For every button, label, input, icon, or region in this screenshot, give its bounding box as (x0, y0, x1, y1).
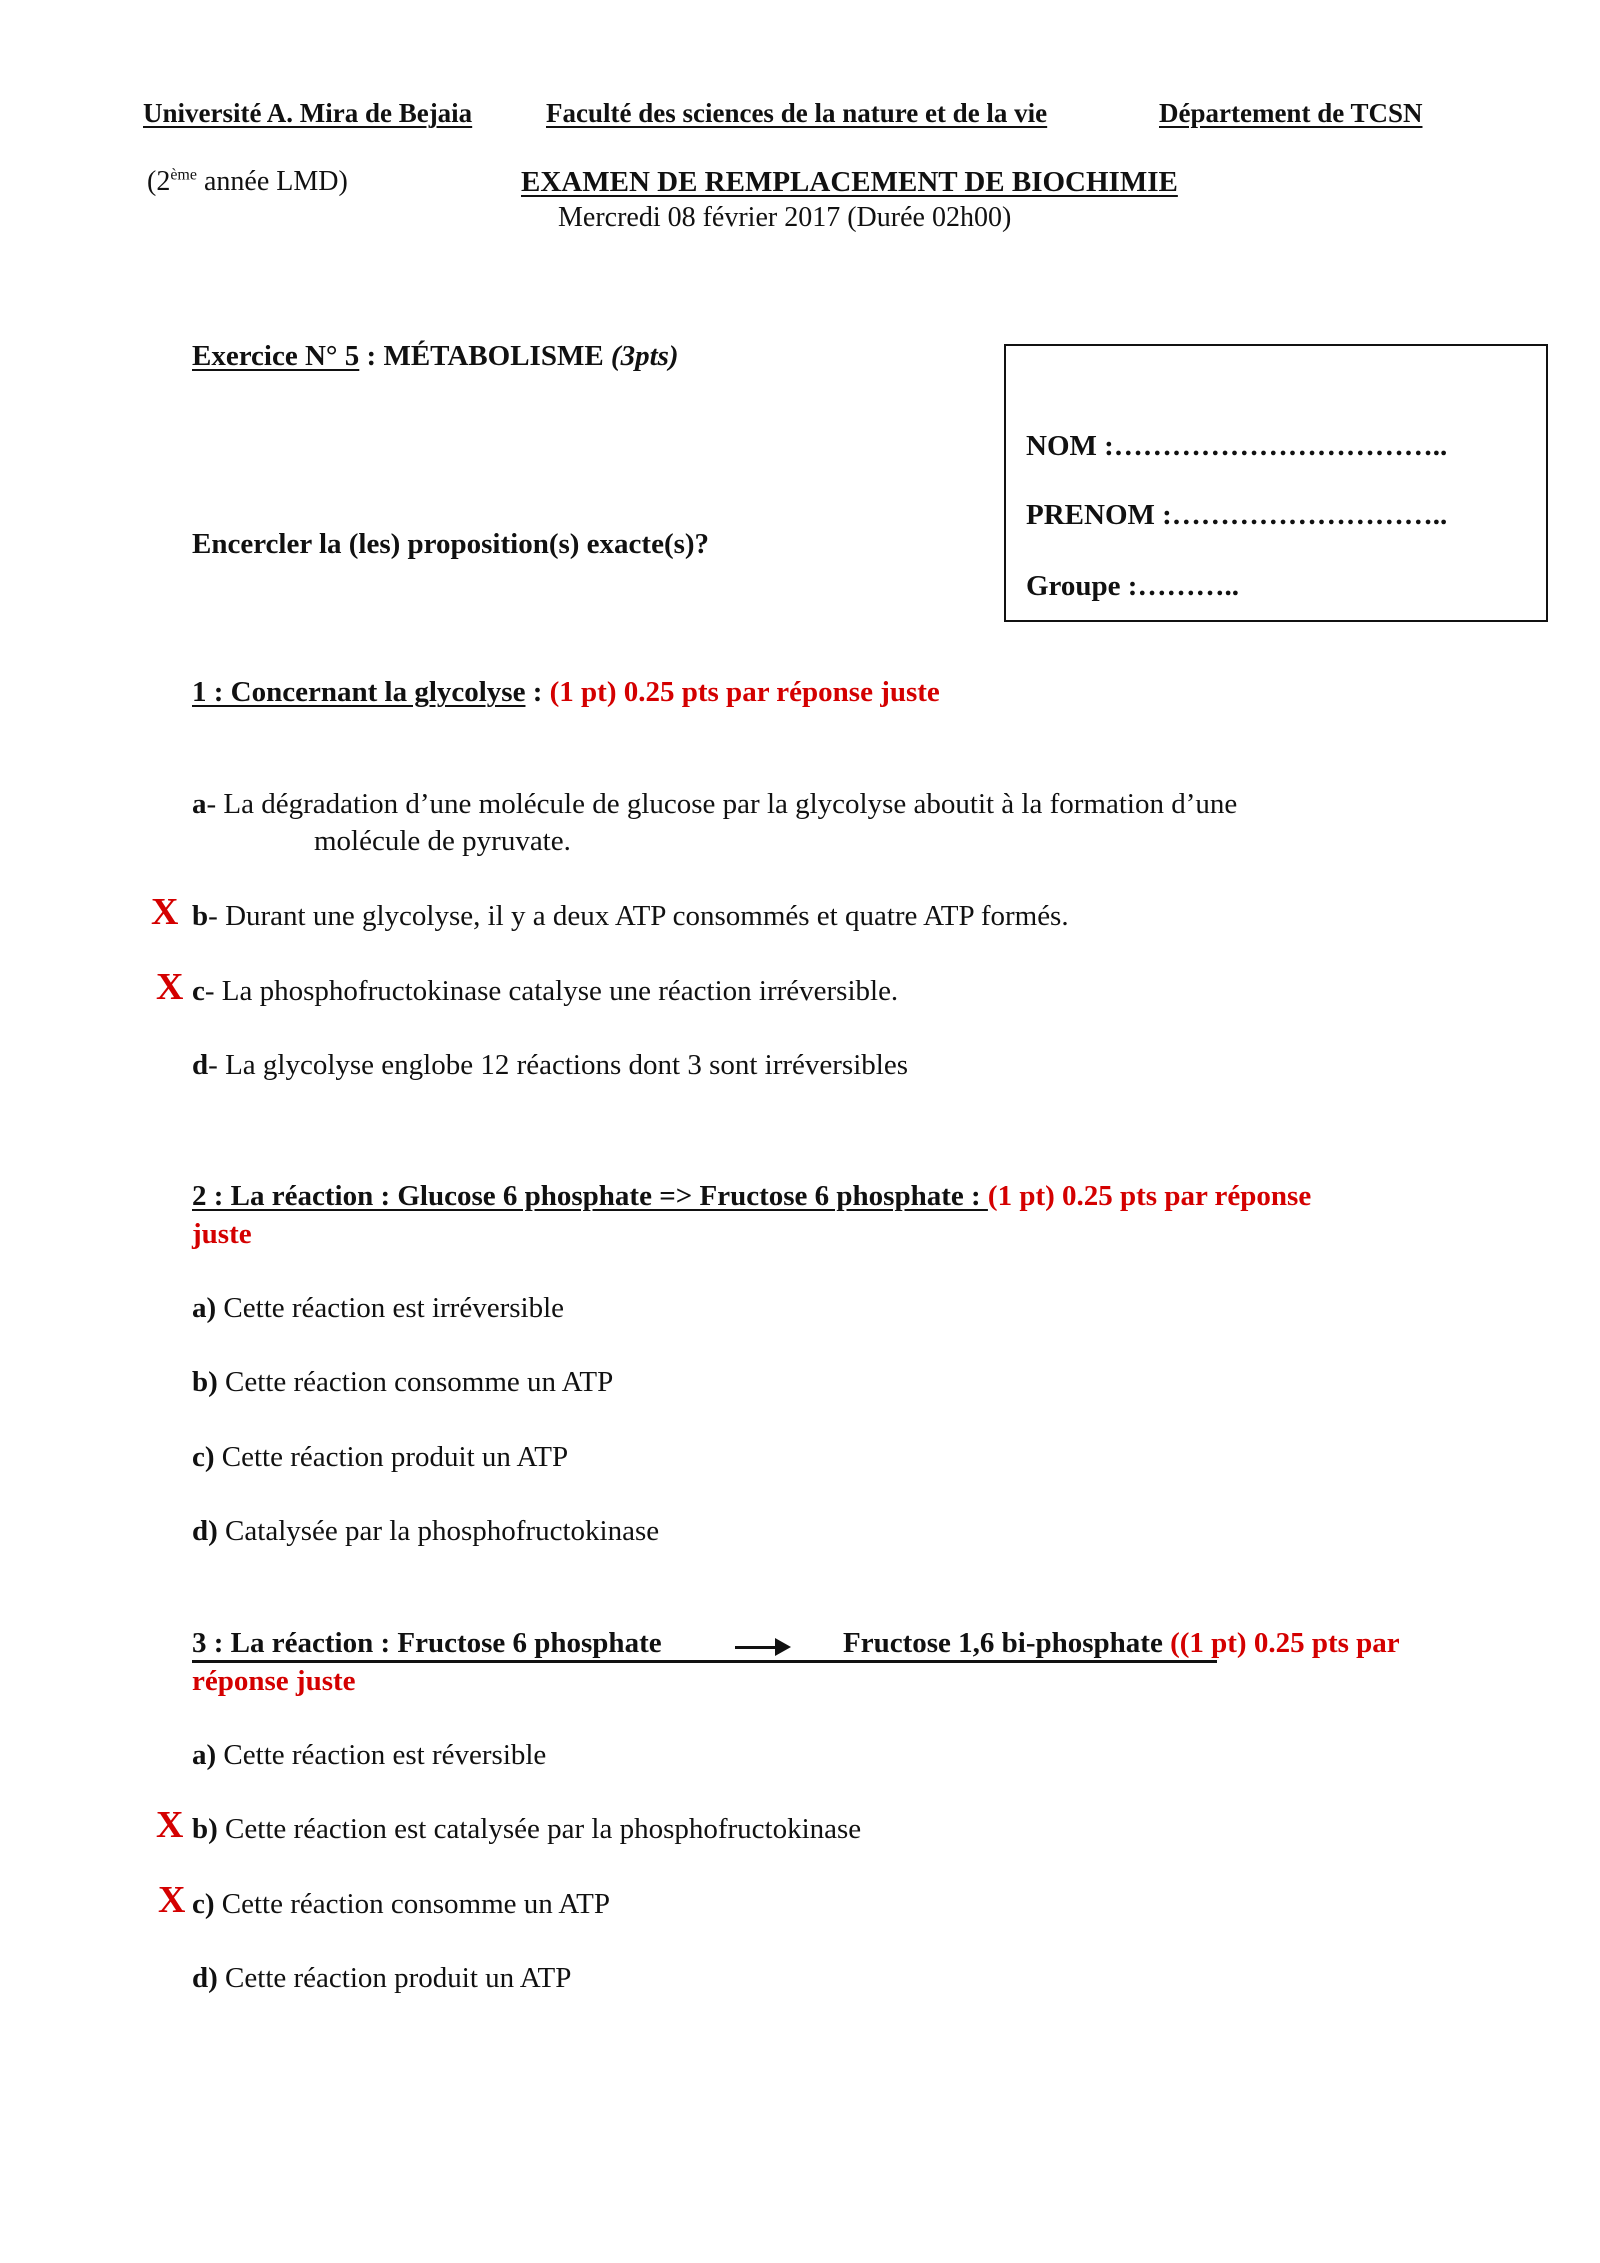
question-3-points: ((1 pt) 0.25 pts par (1170, 1627, 1400, 1659)
question-3-title-right (843, 1627, 1400, 1660)
option-sep: - (208, 900, 226, 932)
q3-option-a[interactable] (192, 1739, 546, 1772)
question-2-text: 2 : La réaction : Glucose 6 phosphate => Fructose 6 phosphate : (192, 1180, 988, 1212)
option-text: La dégradation d’une molécule de glucose par la glycolyse aboutit à la formation d’une (223, 788, 1238, 820)
option-text: Cette réaction produit un ATP (217, 1962, 572, 1994)
exercise-points: (3pts) (610, 340, 679, 372)
question-2-points: (1 pt) 0.25 pts par réponse (987, 1180, 1312, 1212)
option-text: Cette réaction est catalysée par la phosphofructokinase (217, 1813, 862, 1845)
option-label: b) (192, 1366, 218, 1398)
exam-date: Mercredi 08 février 2017 (Durée 02h00) (558, 202, 1012, 233)
q3-option-c[interactable] (192, 1888, 610, 1921)
q1-option-a[interactable] (192, 788, 1237, 821)
department-name: Département de TCSN (1159, 98, 1423, 128)
option-label: c) (192, 1441, 215, 1473)
option-sep: - (208, 1049, 226, 1081)
q1-option-a-continued: molécule de pyruvate. (314, 825, 571, 857)
q2-option-b[interactable] (192, 1366, 613, 1399)
question-1-number: 1 (192, 676, 207, 708)
option-text: Cette réaction consomme un ATP (217, 1366, 614, 1398)
option-label: d (192, 1049, 209, 1081)
identity-box (1004, 344, 1548, 622)
option-label: d) (192, 1515, 218, 1547)
option-label: a) (192, 1739, 217, 1771)
university-name: Université A. Mira de Bejaia (143, 98, 473, 128)
option-text: Cette réaction produit un ATP (214, 1441, 569, 1473)
reaction-arrow-shaft (735, 1646, 777, 1649)
year-sup: ème (170, 166, 197, 184)
reaction-arrow-icon (775, 1638, 791, 1656)
option-text: Durant une glycolyse, il y a deux ATP consommés et quatre ATP formés. (225, 900, 1069, 932)
q1-option-d[interactable] (192, 1049, 908, 1082)
groupe-field[interactable]: Groupe :……….. (1026, 570, 1239, 602)
question-1-title (192, 676, 940, 709)
option-label: a) (192, 1292, 217, 1324)
q2-option-d[interactable] (192, 1515, 659, 1548)
exercise-label: Exercice N° 5 (192, 340, 360, 372)
answer-mark-x: X (156, 966, 184, 1008)
question-1-points: (1 pt) 0.25 pts par réponse juste (549, 676, 940, 708)
option-text: Cette réaction est irréversible (216, 1292, 565, 1324)
option-label: c) (192, 1888, 215, 1920)
q1-option-c[interactable] (192, 975, 898, 1008)
option-sep: - (206, 788, 224, 820)
option-label: c (192, 975, 205, 1007)
q1-option-b[interactable] (192, 900, 1069, 933)
option-text: La phosphofructokinase catalyse une réaction irréversible. (221, 975, 899, 1007)
question-1-colon: : (525, 676, 550, 708)
question-3-underline (192, 1660, 1217, 1663)
question-3-points-continued: réponse juste (192, 1665, 356, 1697)
q3-option-d[interactable] (192, 1962, 571, 1995)
year-suffix: année LMD) (196, 166, 348, 197)
question-3-title-left: 3 : La réaction : Fructose 6 phosphate (192, 1627, 662, 1659)
exercise-heading (192, 340, 679, 373)
instruction: Encercler la (les) proposition(s) exacte(s)? (192, 528, 710, 560)
exam-title: EXAMEN DE REMPLACEMENT DE BIOCHIMIE (521, 166, 1178, 198)
q2-option-a[interactable] (192, 1292, 564, 1325)
year-level (147, 166, 348, 198)
option-text: Cette réaction consomme un ATP (214, 1888, 610, 1920)
q2-option-c[interactable] (192, 1441, 568, 1474)
exercise-title: MÉTABOLISME (383, 340, 611, 372)
nom-field[interactable]: NOM :…………………………….. (1026, 430, 1448, 462)
answer-mark-x: X (151, 891, 179, 933)
option-label: b (192, 900, 209, 932)
question-1-text: : Concernant la glycolyse (206, 676, 526, 708)
prenom-field[interactable]: PRENOM :……………………….. (1026, 499, 1448, 531)
question-3-product: Fructose 1,6 bi-phosphate (843, 1627, 1171, 1659)
option-text: Cette réaction est réversible (216, 1739, 547, 1771)
q3-option-b[interactable] (192, 1813, 861, 1846)
answer-mark-x: X (156, 1804, 184, 1846)
answer-mark-x: X (158, 1879, 186, 1921)
faculty-name: Faculté des sciences de la nature et de la vie (546, 98, 1048, 128)
option-text: La glycolyse englobe 12 réactions dont 3 sont irréversibles (225, 1049, 908, 1081)
year-prefix: (2 (147, 166, 171, 197)
question-2-points-continued: juste (192, 1218, 252, 1250)
option-label: d) (192, 1962, 218, 1994)
option-label: a (192, 788, 207, 820)
option-text: Catalysée par la phosphofructokinase (217, 1515, 660, 1547)
question-2-title (192, 1180, 1311, 1213)
exercise-sep: : (359, 340, 384, 372)
option-label: b) (192, 1813, 218, 1845)
option-sep: - (204, 975, 222, 1007)
